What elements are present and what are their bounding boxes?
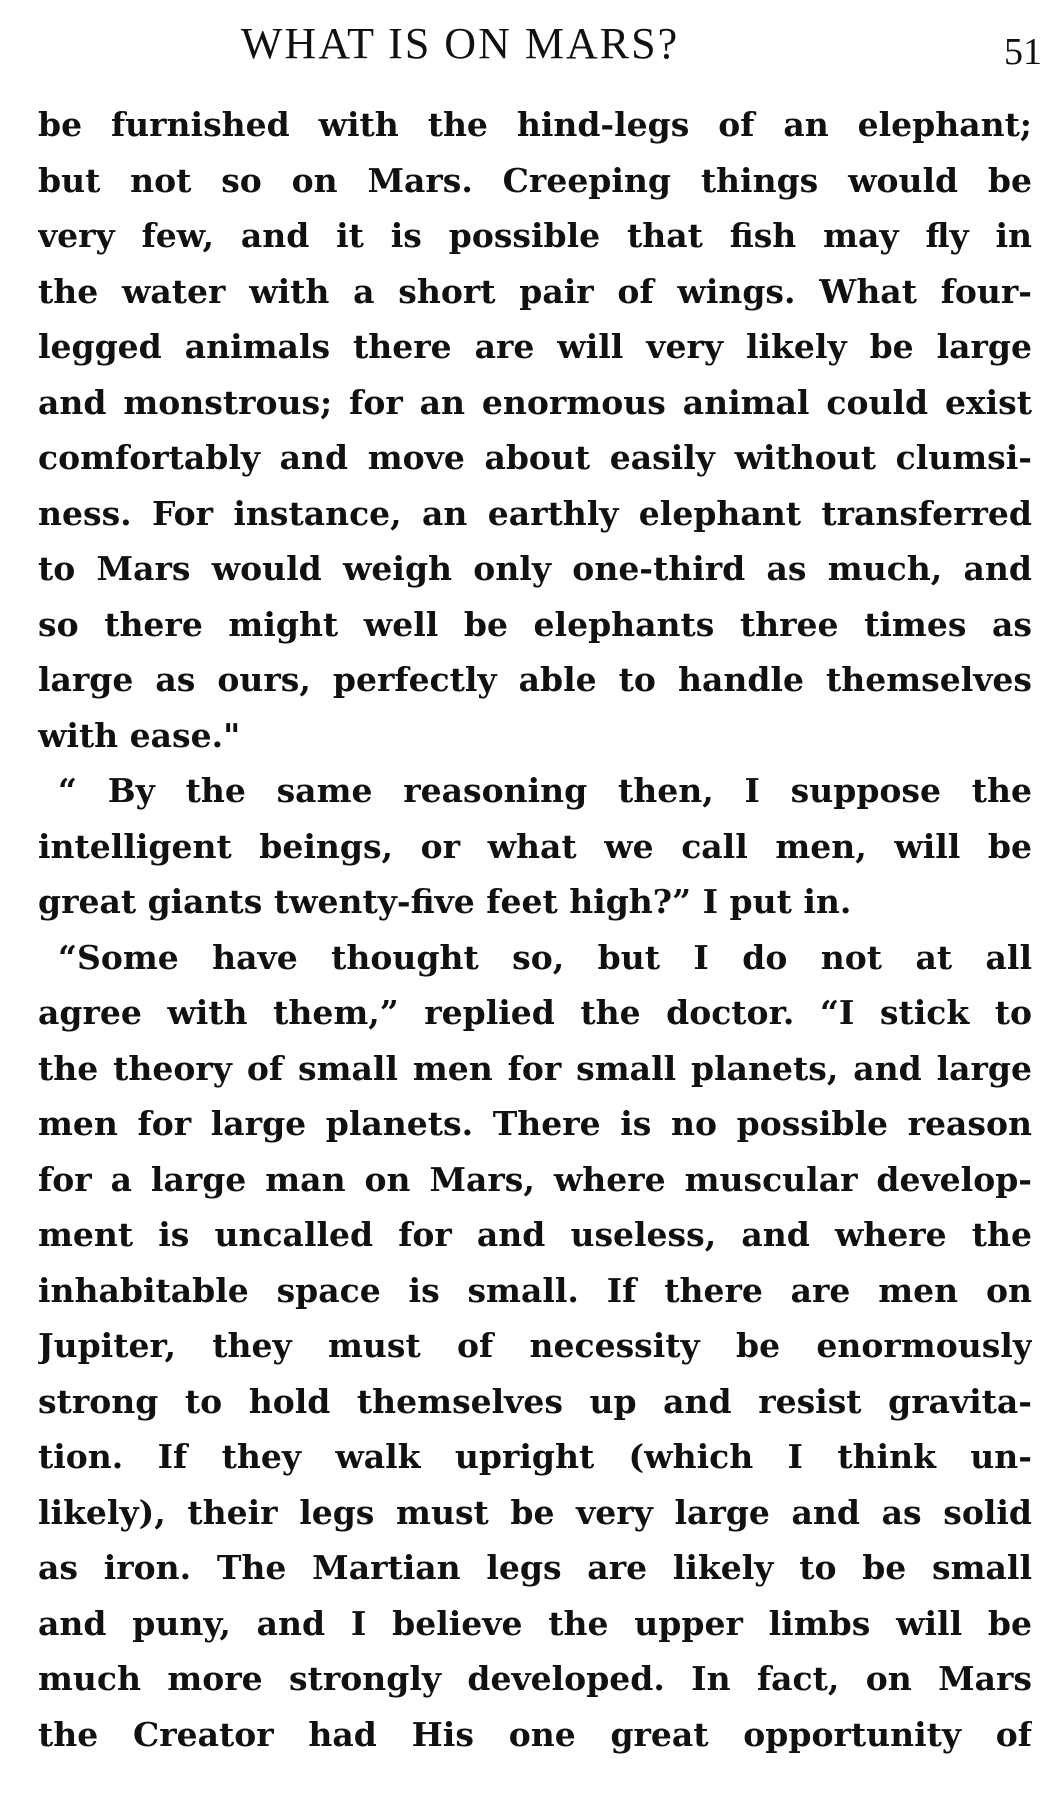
text-line: “Some have thought so, but I do not at all: [58, 937, 1032, 977]
text-line: intelligent beings, or what we call men, will be: [38, 826, 1032, 866]
text-line: so there might well be elephants three times as: [38, 604, 1032, 644]
text-line: comfortably and move about easily without clumsi-: [38, 438, 1032, 477]
text-line: very few, and it is possible that fish may fly in: [38, 216, 1032, 255]
running-head: [0, 14, 1062, 74]
text-line: “ By the same reasoning then, I suppose the: [58, 771, 1032, 810]
text-line: inhabitable space is small. If there are men on: [38, 1270, 1032, 1310]
page-number: 51: [1004, 31, 1042, 73]
text-line: for a large man on Mars, where muscular develop-: [38, 1159, 1032, 1199]
text-line: likely), their legs must be very large and as solid: [38, 1492, 1032, 1532]
text-line: and monstrous; for an enormous animal could exist: [38, 382, 1032, 422]
text-line: much more strongly developed. In fact, on Mars: [38, 1659, 1032, 1698]
text-line: strong to hold themselves up and resist gravita-: [38, 1381, 1032, 1421]
text-line: with ease.": [38, 715, 241, 755]
text-line: ment is uncalled for and useless, and where the: [38, 1215, 1032, 1254]
text-line: agree with them,” replied the doctor. “I stick to: [38, 993, 1032, 1032]
text-line: legged animals there are will very likely be large: [38, 327, 1032, 366]
text-line: large as ours, perfectly able to handle themselves: [38, 660, 1032, 699]
text-line: as iron. The Martian legs are likely to be small: [38, 1548, 1032, 1587]
text-line: to Mars would weigh only one-third as much, and: [38, 549, 1032, 588]
text-line: the Creator had His one great opportunity of: [38, 1714, 1032, 1754]
text-line: tion. If they walk upright (which I think un-: [38, 1437, 1032, 1476]
text-line: the theory of small men for small planets, and large: [38, 1048, 1032, 1088]
running-title: WHAT IS ON MARS?: [240, 19, 680, 68]
text-line: ness. For instance, an earthly elephant transferred: [38, 493, 1032, 533]
text-line: Jupiter, they must of necessity be enormously: [38, 1326, 1032, 1365]
text-line: men for large planets. There is no possible reason: [38, 1104, 1032, 1143]
text-line: but not so on Mars. Creeping things would be: [38, 160, 1032, 200]
text-line: the water with a short pair of wings. What four-: [38, 271, 1032, 311]
text-line: and puny, and I believe the upper limbs will be: [38, 1603, 1032, 1643]
text-line: be furnished with the hind-legs of an elephant;: [38, 105, 1032, 144]
text-line: great giants twenty-five feet high?” I put in.: [38, 882, 852, 921]
body-text: [38, 97, 1032, 1762]
